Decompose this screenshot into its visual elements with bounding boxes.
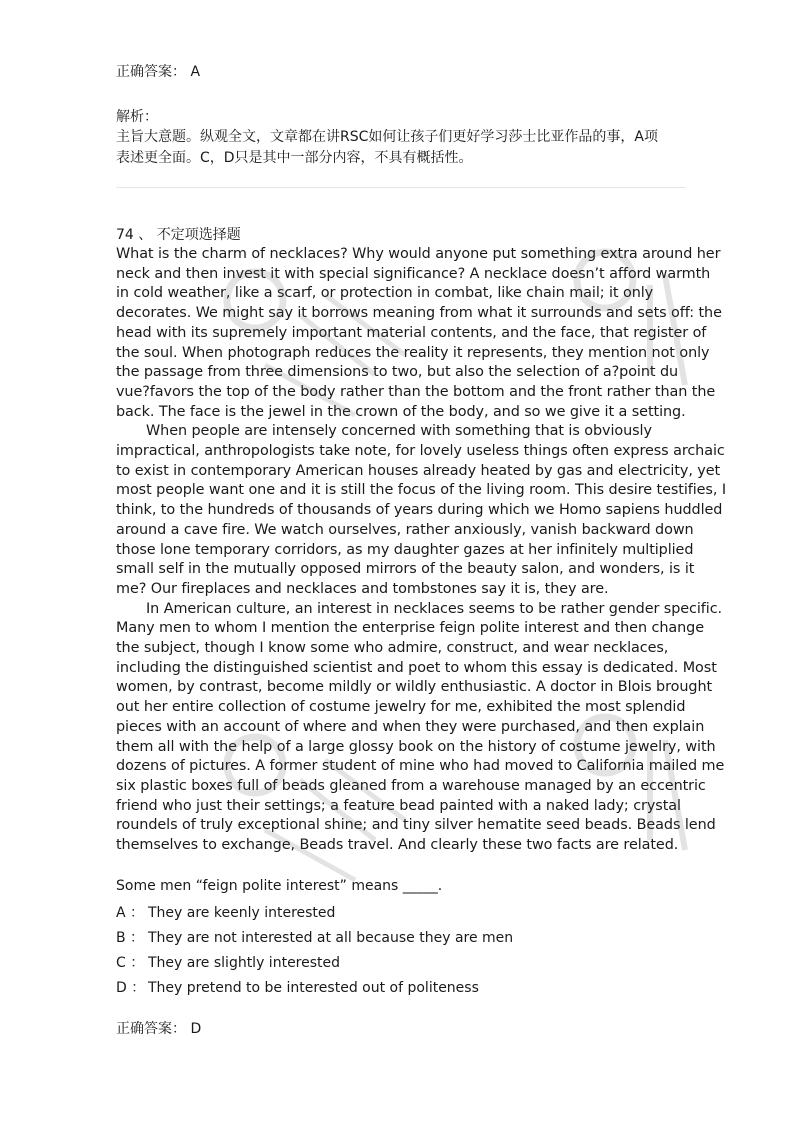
passage-line: the soul. When photograph reduces the reality it represents, they mention not only	[116, 344, 710, 361]
option-d[interactable]	[116, 976, 686, 1001]
option-b[interactable]	[116, 926, 686, 951]
passage-line: roundels of truly exceptional shine; and tiny silver hematite seed beads. Beads lend	[116, 817, 716, 834]
passage-line: What is the charm of necklaces? Why would anyone put something extra around her	[116, 246, 721, 262]
passage-line: including the distinguished scientist and poet to whom this essay is dedicated. Most	[116, 659, 717, 676]
document-page	[116, 58, 726, 1039]
passage-line: them all with the help of a large glossy book on the history of costume jewelry, with	[116, 738, 716, 755]
option-key: A ：	[116, 904, 145, 921]
passage-line: decorates. We might say it borrows meaning from what it surrounds and sets off: the	[116, 305, 722, 322]
options-list	[116, 901, 686, 1001]
option-text: They pretend to be interested out of politeness	[148, 979, 479, 996]
passage-line: most people want one and it is still the focus of the living room. This desire testifies, I	[116, 482, 726, 499]
option-c[interactable]	[116, 951, 686, 976]
answer-value: A	[190, 64, 201, 80]
option-a[interactable]	[116, 901, 686, 926]
passage-line: When people are intensely concerned with something that is obviously	[146, 423, 652, 440]
option-text: They are not interested at all because they are men	[148, 929, 514, 946]
passage-line: the passage from three dimensions to two, but also the selection of a?point du	[116, 364, 679, 381]
reading-passage	[116, 245, 726, 856]
passage-line: friend who just their settings; a feature bead painted with a naked lady; crystal	[116, 797, 681, 814]
analysis-line: 主旨大意题。纵观全文，文章都在讲RSC如何让孩子们更好学习莎士比亚作品的事，A项	[116, 129, 658, 145]
question-stem: Some men “feign polite interest” means _____.	[116, 877, 443, 894]
option-key: C ：	[116, 954, 145, 971]
passage-line: dozens of pictures. A former student of mine who had moved to California mailed me	[116, 758, 725, 775]
previous-answer	[116, 62, 686, 82]
passage-line: neck and then invest it with special significance? A necklace doesn’t afford warmth	[116, 265, 711, 282]
answer-value: D	[190, 1020, 202, 1037]
passage-line: the subject, though I know some who admire, construct, and wear necklaces,	[116, 640, 669, 657]
analysis-line: 表述更全面。C，D只是其中一部分内容，不具有概括性。	[116, 150, 473, 166]
answer-label: 正确答案：	[116, 1020, 186, 1037]
question-type: 不定项选择题	[156, 227, 241, 243]
answer-label: 正确答案：	[116, 64, 186, 80]
passage-line: six plastic boxes full of beads gleaned from a warehouse managed by an eccentric	[116, 777, 706, 794]
passage-line: vue?favors the top of the body rather than the bottom and the front rather than the	[116, 383, 716, 400]
option-text: They are slightly interested	[148, 954, 341, 971]
analysis-label: 解析：	[116, 109, 158, 125]
option-key: B ：	[116, 929, 145, 946]
passage-line: small self in the mutually opposed mirrors of the beauty salon, and wonders, is it	[116, 561, 695, 578]
passage-line: think, to the hundreds of thousands of years during which we Homo sapiens huddled	[116, 502, 723, 519]
passage-line: those lone temporary corridors, as my daughter gazes at her infinitely multiplied	[116, 541, 694, 558]
option-key: D ：	[116, 979, 146, 996]
passage-line: In American culture, an interest in necklaces seems to be rather gender specific.	[146, 600, 723, 617]
passage-line: Many men to whom I mention the enterprise feign polite interest and then change	[116, 620, 704, 637]
passage-line: women, by contrast, become mildly or wildly enthusiastic. A doctor in Blois brought	[116, 679, 713, 696]
passage-line: to exist in contemporary American houses already heated by gas and electricity, yet	[116, 462, 721, 479]
analysis-text	[116, 127, 686, 169]
passage-line: back. The face is the jewel in the crown of the body, and so we give it a setting.	[116, 403, 686, 420]
passage-line: head with its supremely important material contents, and the face, that register of	[116, 324, 707, 341]
passage-line: pieces with an account of where and when they were purchased, and then explain	[116, 718, 705, 735]
section-divider	[116, 187, 686, 188]
correct-answer	[116, 1019, 686, 1039]
passage-line: me? Our fireplaces and necklaces and tombstones say it is, they are.	[116, 580, 609, 597]
passage-line: themselves to exchange, Beads travel. And clearly these two facts are related.	[116, 837, 679, 854]
passage-line: impractical, anthropologists take note, for lovely useless things often express archaic	[116, 443, 725, 460]
passage-line: around a cave fire. We watch ourselves, rather anxiously, vanish backward down	[116, 521, 694, 538]
passage-line: in cold weather, like a scarf, or protection in combat, like chain mail; it only	[116, 285, 654, 302]
option-text: They are keenly interested	[148, 904, 336, 921]
question-header	[116, 225, 686, 245]
question-number: 74 、	[116, 227, 153, 243]
passage-line: out her entire collection of costume jewelry for me, exhibited the most splendid	[116, 699, 686, 716]
